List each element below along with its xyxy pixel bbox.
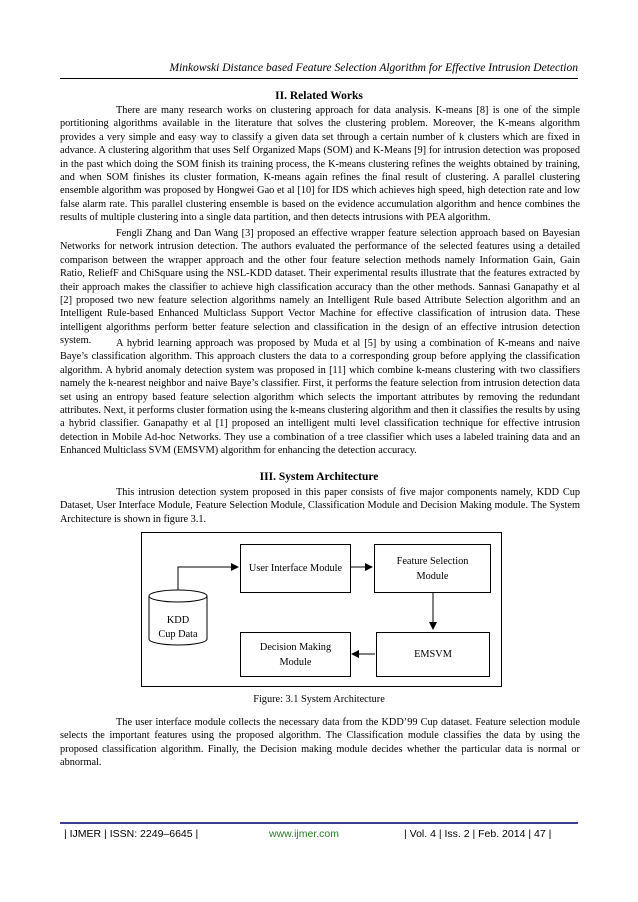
- header-rule: [60, 78, 578, 79]
- emsvm-box: EMSVM: [376, 632, 490, 677]
- paragraph-related-works-2: Fengli Zhang and Dan Wang [3] proposed an effective wrapper feature selection approach based on Bayesian Networks for network intrusion detection. The authors evaluated the performance of the selected features using a detailed comparison between the wrapper approach and the other four feature selection methods namely Information Gain, Gain Ratio, ReliefF and ChiSquare using the NSL-KDD dataset. Their experimental results illustrate that the features extracted by their approach makes the classifier to achieve high classification accuracy than the other methods. Sannasi Ganapathy et al [2] proposed two new feature selection algorithms namely an Intelligent Rule based Attribute Selection algorithm and an Intelligent Rule-based Enhanced Multiclass Support Vector Machine for effective classification of intrusion data. These intelligent algorithms perform better feature selection and classification in the design of an effective intrusion detection system.: [60, 228, 580, 347]
- arrow-kdd-to-user-interface: [178, 567, 238, 590]
- section-heading-system-architecture: III. System Architecture: [259, 471, 379, 483]
- cup-data-label: Cup Data: [158, 629, 198, 640]
- paragraph-related-works-3: A hybrid learning approach was proposed by Muda et al [5] by using a combination of K-means and naive Baye’s classification algorithm. This approach clusters the data to a corresponding group before applying the classification algorithm. A hybrid anomaly detection system was proposed in [11] which combine k-means clustering with two classifiers namely the k-nearest neighbor and naive Baye’s classifier. First, it performs the feature selection from intrusion detection data set using an entropy based feature selection algorithm which selects the important attributes by removing the redundant attributes. Next, it performs cluster formation using the k-means clustering algorithm and then it classifies the results by using a hybrid classifier. Ganapathy et al [1] proposed an intelligent multi level classification technique for effective intrusion detection in Mobile Ad-hoc Networks. They use a combination of a tree classifier which uses a labeled training data and an Enhanced Multiclass SVM (EMSVM) algorithm for enhancing the detection accuracy.: [60, 338, 580, 457]
- section-heading-related-works: II. Related Works: [275, 90, 363, 102]
- figure-caption: Figure: 3.1 System Architecture: [253, 694, 385, 705]
- kdd-label: KDD: [166, 615, 190, 626]
- decision-making-module-box: Decision Making Module: [240, 632, 351, 677]
- system-architecture-diagram: [141, 532, 502, 687]
- paragraph-closing: The user interface module collects the necessary data from the KDD’99 Cup dataset. Feature selection module selects the important features using the proposed algorithm. The Classification module classifies the data by using the proposed classification algorithm. Finally, the Decision making module decides whether the particular data is normal or abnormal.: [60, 717, 580, 769]
- feature-selection-module-box: Feature Selection Module: [374, 544, 491, 593]
- footer-issue: | Vol. 4 | Iss. 2 | Feb. 2014 | 47 |: [404, 828, 552, 840]
- footer-website-link[interactable]: www.ijmer.com: [269, 828, 340, 840]
- paragraph-related-works-1: There are many research works on clustering approach for data analysis. K-means [8] is one of the simple portitioning algorithms available in the literature that solves the clustering problem. Moreover, the K-means algorithm provides a very simple and easy way to classify a given data set through a certain number of k clusters which are fixed in advance. A clustering algorithm that uses Self Organized Maps (SOM) and K-Means [9] for intrusion detection was proposed in the past which doing the SOM finish its training process, the K-means clustering refines the weights obtained by training, and when SOM finishes its cluster formation, K-means again refines the final result of clustering. A parallel clustering ensemble algorithm was proposed by Hongwei Gao et al [10] for IDS which achieves high speed, high detection rate and low false alarm rate. This parallel clustering ensemble is based on the evidence accumulation algorithm and hence combines the results of multiple clustering into a single data partition, and then detects intrusions with PEA algorithm.: [60, 105, 580, 224]
- user-interface-module-box: User Interface Module: [240, 544, 351, 593]
- running-title: Minkowski Distance based Feature Selection Algorithm for Effective Intrusion Detection: [169, 62, 578, 74]
- paragraph-system-architecture: This intrusion detection system proposed in this paper consists of five major components namely, KDD Cup Dataset, User Interface Module, Feature Selection Module, Classification Module and Decision Making module. The System Architecture is shown in figure 3.1.: [60, 487, 580, 525]
- footer-rule: [60, 822, 578, 824]
- footer-journal: | IJMER | ISSN: 2249–6645 |: [64, 828, 199, 840]
